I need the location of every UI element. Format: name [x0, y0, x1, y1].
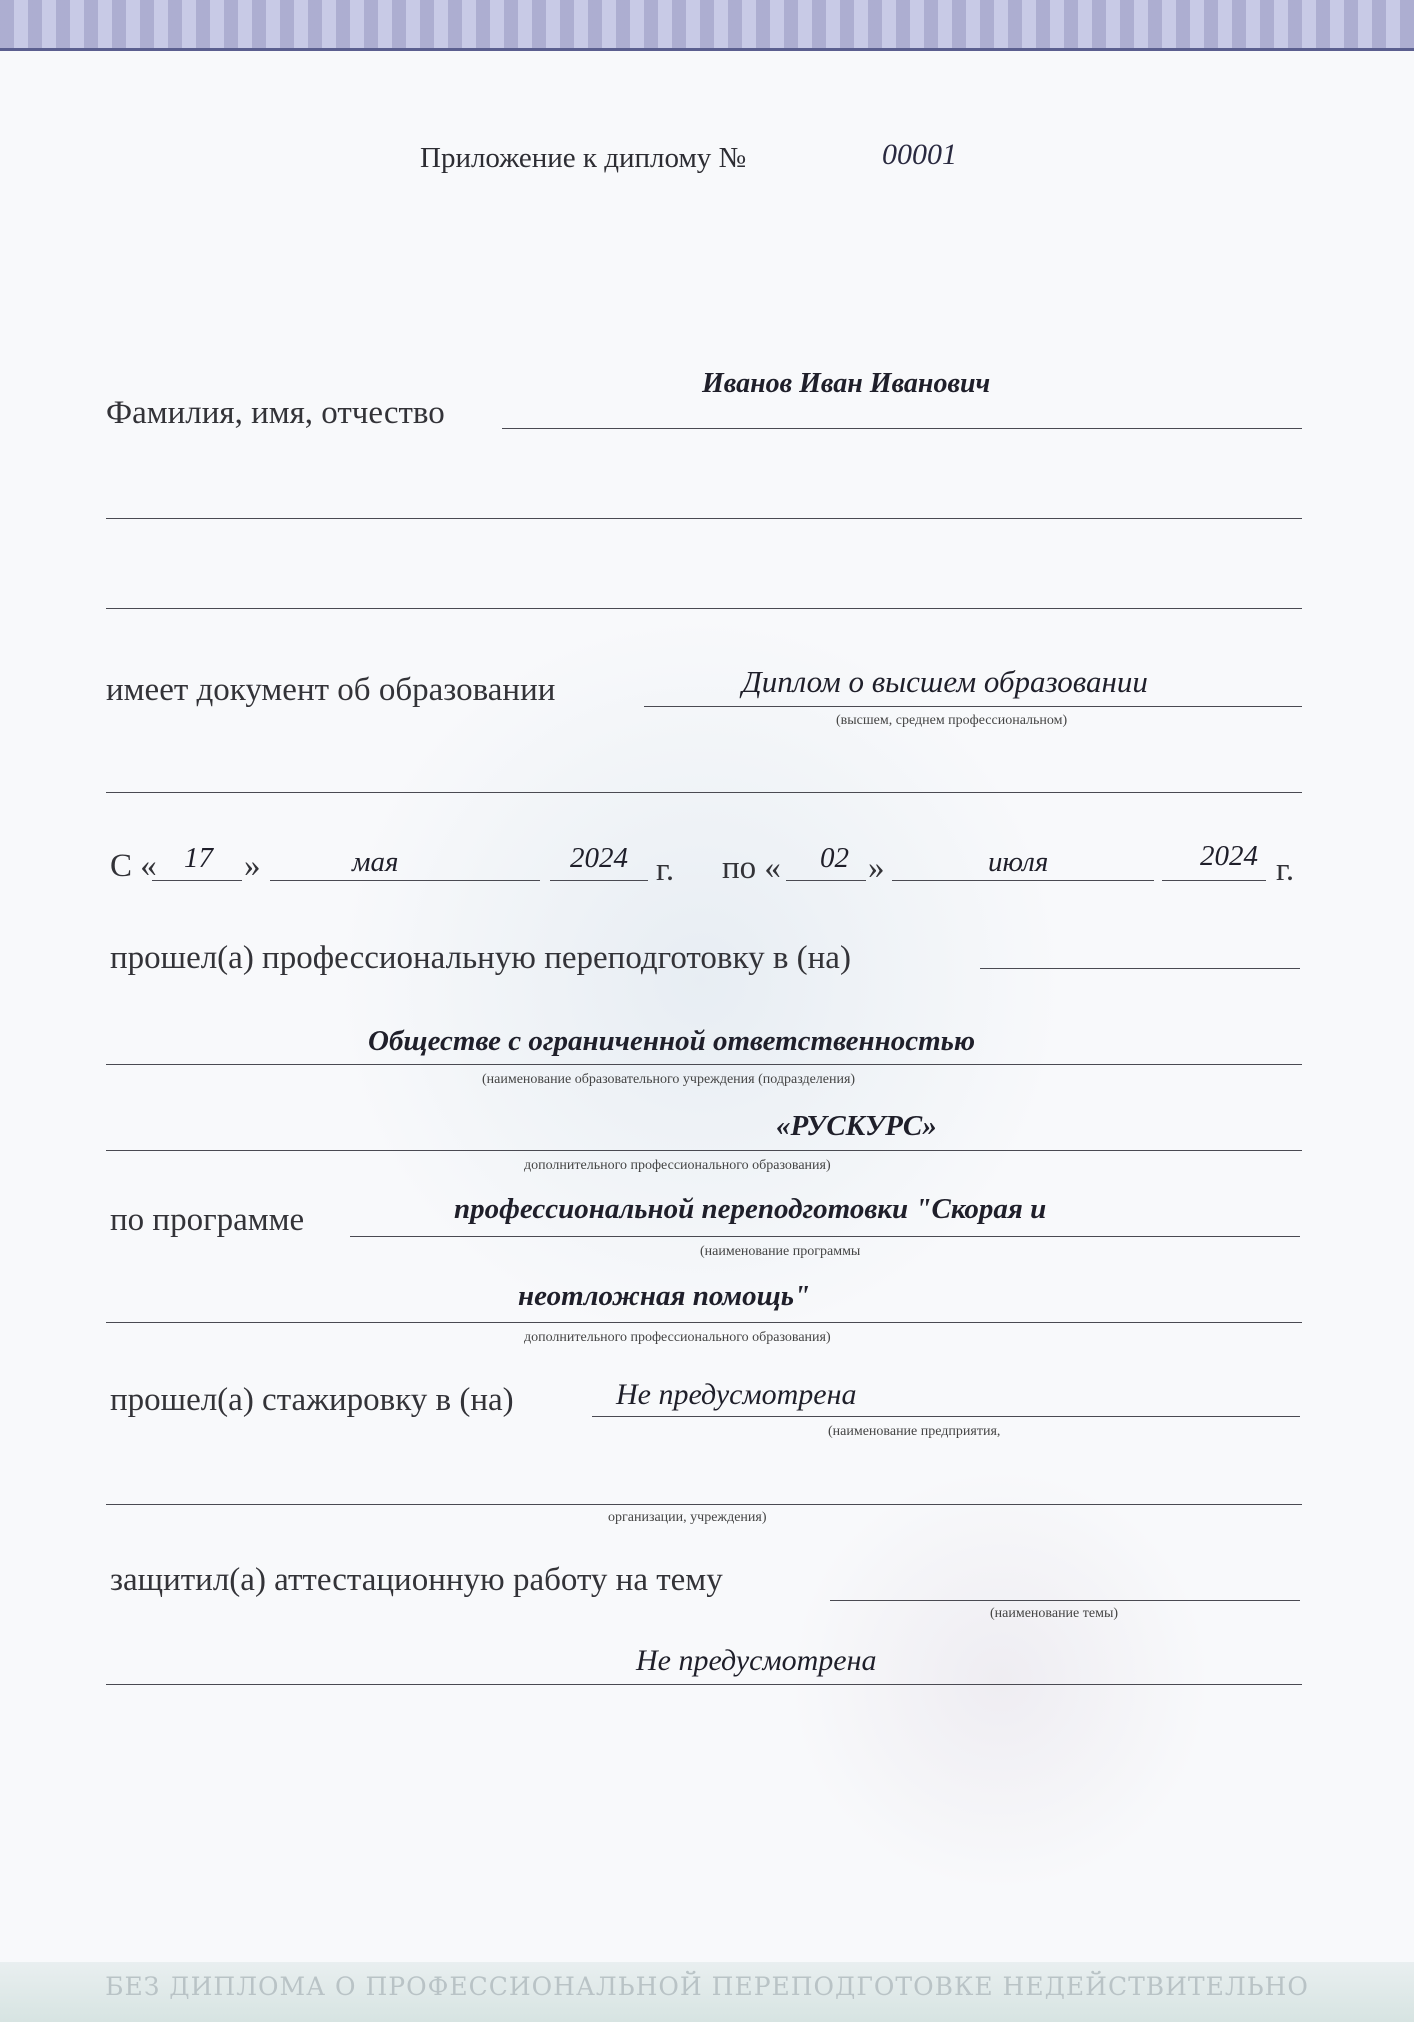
org-underline-1	[106, 1064, 1302, 1065]
thesis-value: Не предусмотрена	[636, 1644, 877, 1677]
program-line-1: профессиональной переподготовки "Скорая и	[454, 1193, 1047, 1225]
period-to-prefix: по «	[722, 850, 781, 886]
from-month: мая	[352, 846, 399, 878]
internship-underline-2	[106, 1504, 1302, 1505]
to-month-underline	[892, 880, 1154, 881]
org-hint-1: (наименование образовательного учреждения (подразделения)	[482, 1072, 856, 1087]
internship-value: Не предусмотрена	[616, 1378, 857, 1411]
from-day: 17	[184, 842, 213, 874]
fio-underline-3	[106, 608, 1302, 609]
period-from-prefix: С «	[110, 848, 157, 884]
doc-hint: (высшем, среднем профессиональном)	[836, 713, 1068, 728]
org-underline-2	[106, 1150, 1302, 1151]
page-title: Приложение к диплому №	[420, 142, 747, 174]
from-year-underline	[550, 880, 648, 881]
to-day: 02	[820, 842, 849, 874]
to-year: 2024	[1200, 840, 1258, 872]
program-line-2: неотложная помощь"	[518, 1280, 811, 1312]
internship-label: прошел(а) стажировку в (на)	[110, 1382, 514, 1418]
fio-underline	[502, 428, 1302, 429]
doc-value: Диплом о высшем образовании	[742, 664, 1148, 699]
doc-underline-2	[106, 792, 1302, 793]
program-hint-1: (наименование программы	[700, 1244, 861, 1259]
retraining-label: прошел(а) профессиональную переподготовку в (на)	[110, 940, 851, 976]
thesis-underline-1	[830, 1600, 1300, 1601]
from-year-suffix: г.	[656, 852, 675, 888]
thesis-underline-2	[106, 1684, 1302, 1685]
doc-label: имеет документ об образовании	[106, 672, 556, 708]
internship-hint-1: (наименование предприятия,	[828, 1424, 1001, 1439]
thesis-hint: (наименование темы)	[990, 1606, 1119, 1621]
to-year-suffix: г.	[1276, 852, 1295, 888]
org-line-1: Обществе с ограниченной ответственностью	[368, 1025, 976, 1057]
program-underline-2	[106, 1322, 1302, 1323]
program-underline-1	[350, 1236, 1300, 1237]
retraining-underline	[980, 968, 1300, 969]
doc-underline	[644, 706, 1302, 707]
thesis-label: защитил(а) аттестационную работу на тему	[110, 1562, 723, 1598]
internship-underline-1	[592, 1416, 1300, 1417]
to-month: июля	[988, 846, 1049, 878]
decorative-top-border	[0, 0, 1414, 51]
from-quote-close: »	[244, 848, 261, 884]
from-month-underline	[270, 880, 540, 881]
diploma-number: 00001	[882, 138, 957, 171]
from-year: 2024	[570, 842, 628, 874]
program-label: по программе	[110, 1202, 305, 1238]
org-line-2: «РУСКУРС»	[776, 1110, 937, 1142]
org-hint-2: дополнительного профессионального образования)	[524, 1158, 831, 1173]
footer-warning: БЕЗ ДИПЛОМА О ПРОФЕССИОНАЛЬНОЙ ПЕРЕПОДГОТОВКЕ НЕДЕЙСТВИТЕЛЬНО	[105, 1972, 1309, 2001]
fio-label: Фамилия, имя, отчество	[106, 395, 445, 431]
fio-underline-2	[106, 518, 1302, 519]
program-hint-2: дополнительного профессионального образования)	[524, 1330, 831, 1345]
fio-value: Иванов Иван Иванович	[702, 368, 991, 399]
internship-hint-2: организации, учреждения)	[608, 1510, 767, 1525]
to-year-underline	[1162, 880, 1266, 881]
to-day-underline	[786, 880, 866, 881]
to-quote-close: »	[868, 850, 885, 886]
from-day-underline	[152, 880, 242, 881]
